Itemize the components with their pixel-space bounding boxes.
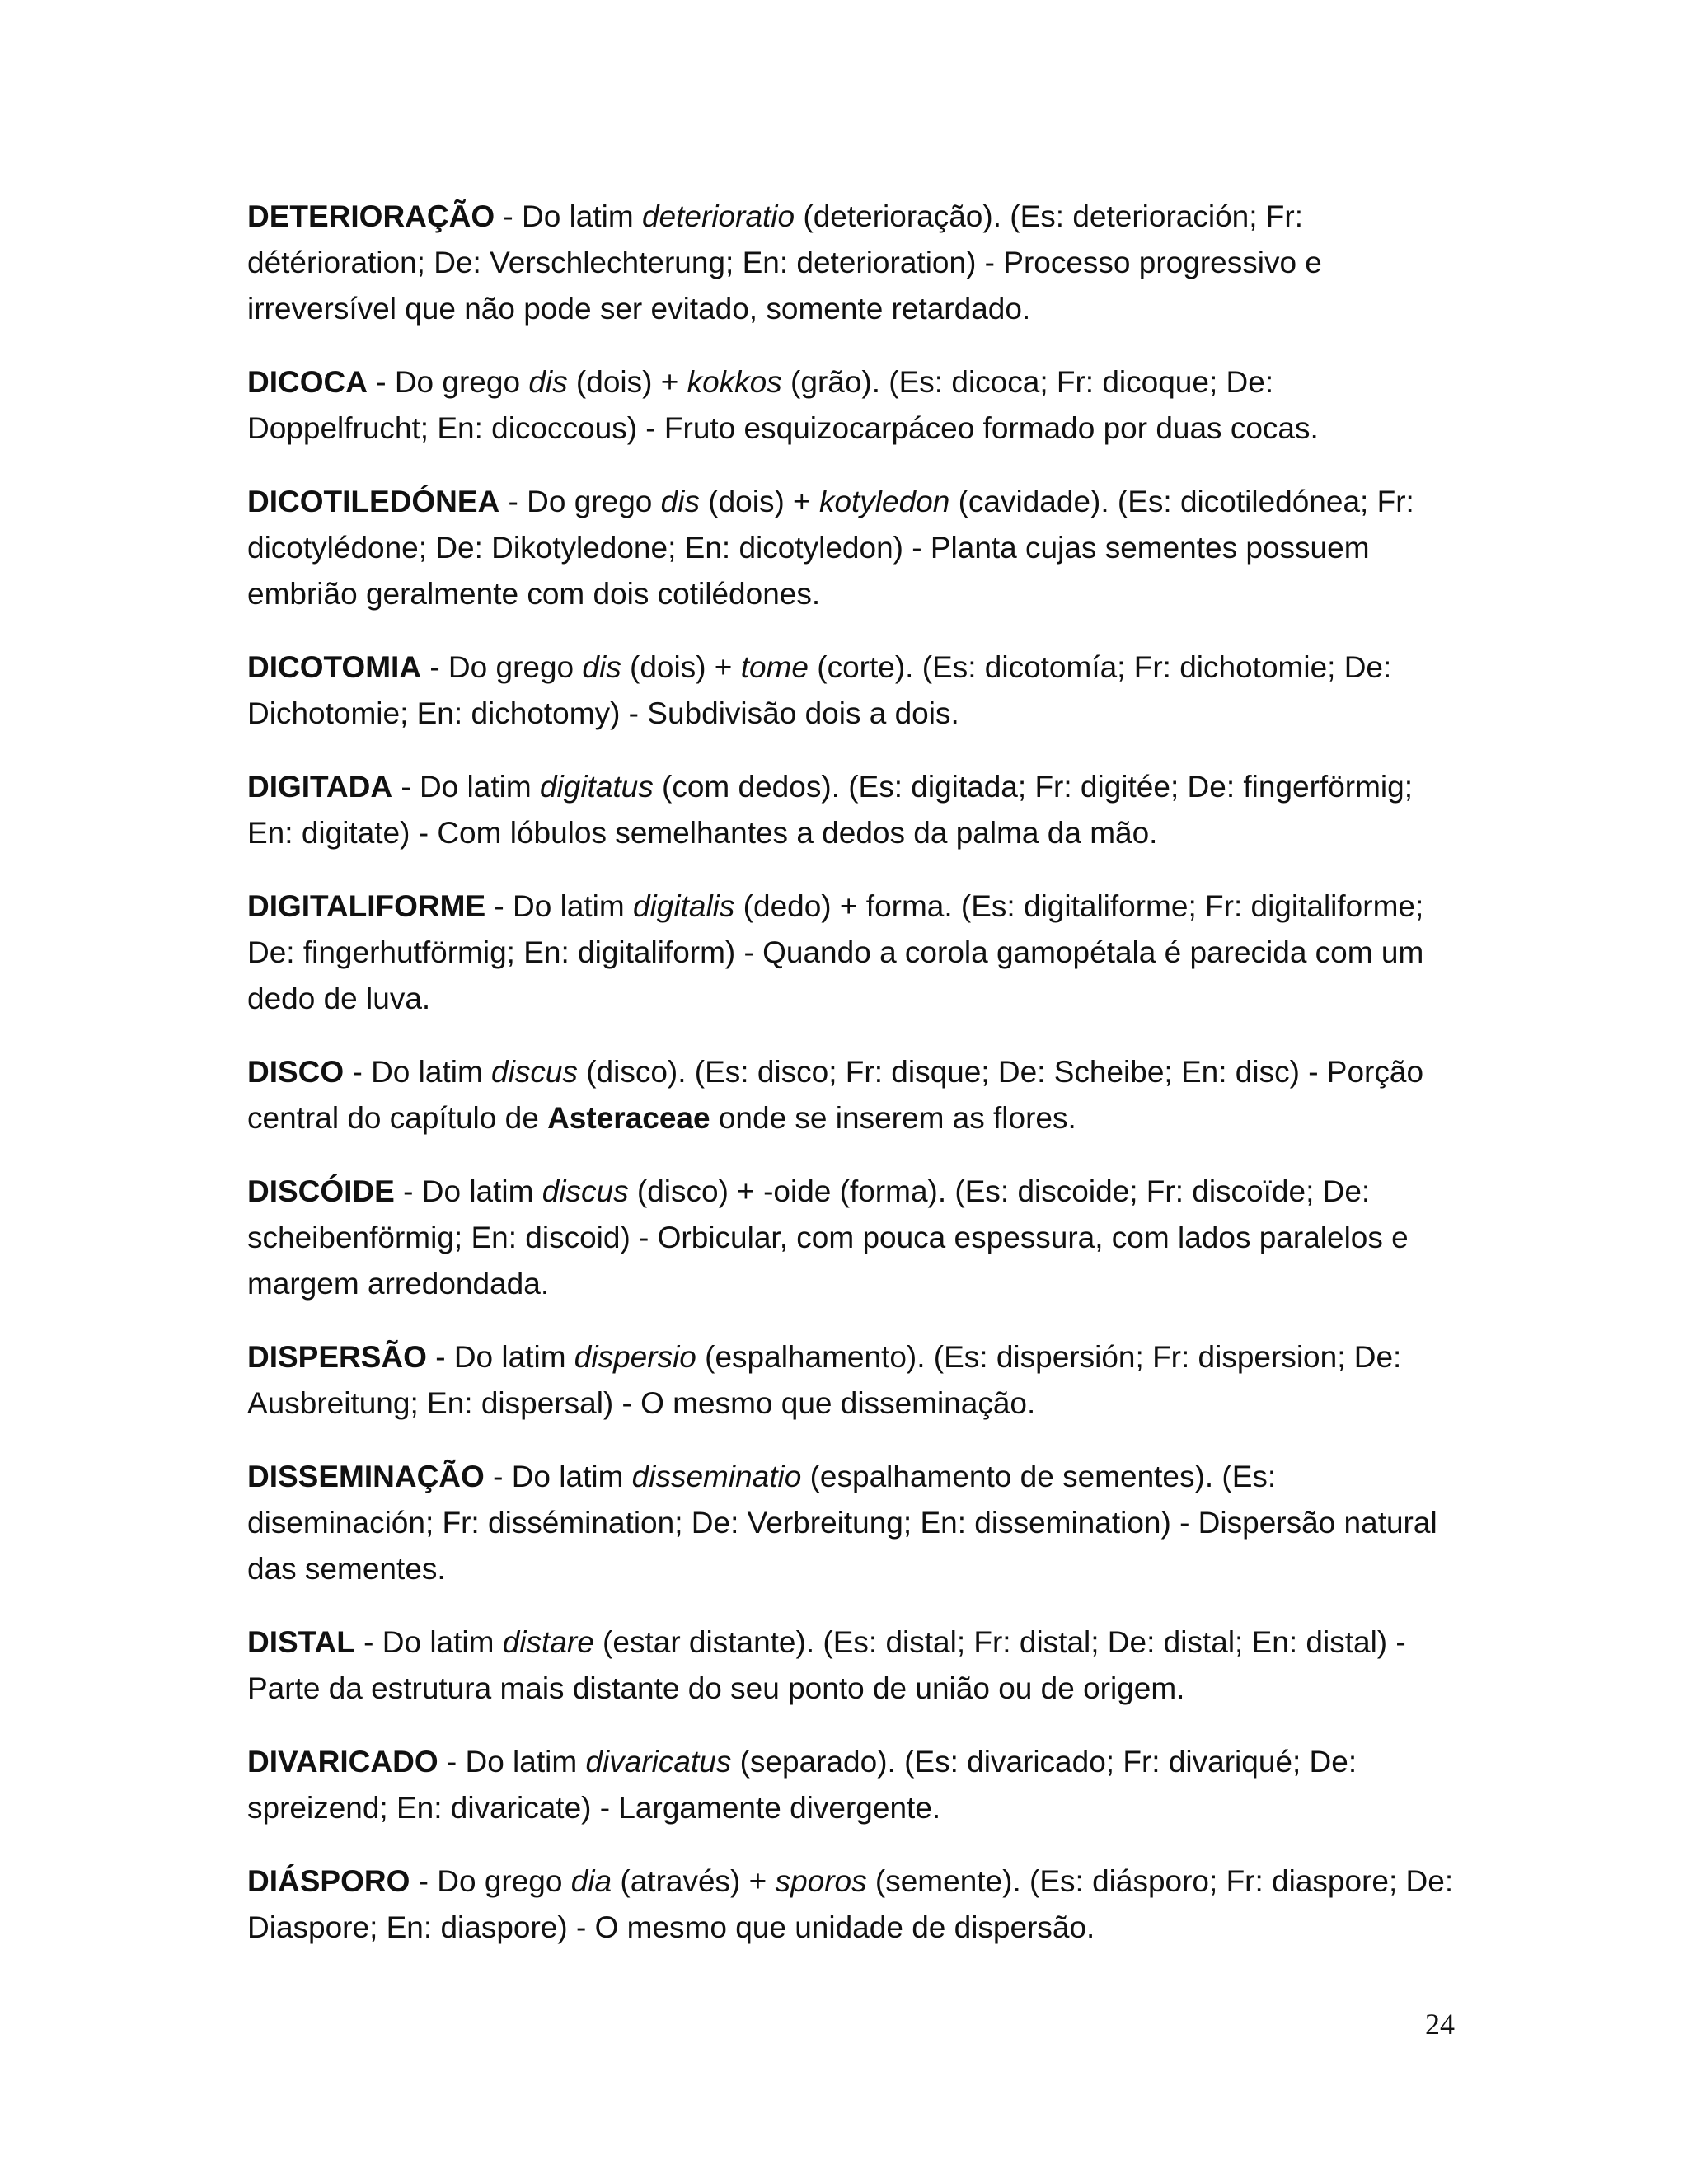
entry-etymon: tome: [740, 650, 809, 684]
entry-etymon: dis: [660, 485, 700, 518]
entry-text: (deterioração). (Es: deterioración; Fr: détérioration; De: Verschlechterung; En: deterioration) - Processo progressivo e irreversível que não pode ser evitado, somente retardado.: [247, 199, 1322, 326]
entry-etymon: dispersio: [574, 1340, 696, 1374]
entry-term: DISPERSÃO: [247, 1340, 427, 1374]
entry-text: - Do latim: [438, 1745, 586, 1779]
entry-text: (dedo) + forma. (Es: digitaliforme; Fr: digitaliforme; De: fingerhutförmig; En: digitaliform) - Quando a corola gamopétala é parecida com um dedo de luva.: [247, 889, 1424, 1015]
entry-text: (disco) + -oide (forma). (Es: discoide; Fr: discoïde; De: scheibenförmig; En: discoid) - Orbicular, com pouca espessura, com lados paralelos e margem arredondada.: [247, 1174, 1409, 1301]
glossary-entry: [247, 1169, 1455, 1307]
entry-etymon: digitatus: [539, 770, 654, 804]
entry-term: DIGITALIFORME: [247, 889, 486, 923]
entry-term: DISTAL: [247, 1625, 355, 1659]
entry-etymon: disseminatio: [631, 1460, 802, 1493]
entry-term: DISCÓIDE: [247, 1174, 395, 1208]
entry-term: DICOCA: [247, 365, 368, 399]
glossary-entries: [247, 194, 1455, 1978]
glossary-entry: [247, 1619, 1455, 1712]
glossary-entry: [247, 1739, 1455, 1831]
entry-term: DISCO: [247, 1055, 345, 1089]
entry-text: - Do latim: [485, 889, 633, 923]
entry-text: (dois) +: [621, 650, 741, 684]
entry-text: - Do grego: [410, 1864, 571, 1898]
page-number: 24: [1425, 2008, 1455, 2041]
entry-term: DETERIORAÇÃO: [247, 199, 495, 233]
entry-term: DIÁSPORO: [247, 1864, 410, 1898]
entry-text: (separado). (Es: divaricado; Fr: divariqué; De: spreizend; En: divaricate) - Largamente divergente.: [247, 1745, 1357, 1825]
glossary-entry: [247, 1334, 1455, 1427]
entry-etymon: kotyledon: [818, 485, 950, 518]
glossary-entry: [247, 479, 1455, 617]
entry-text: onde se inserem as flores.: [710, 1101, 1076, 1135]
entry-term: DISSEMINAÇÃO: [247, 1460, 485, 1493]
entry-text: (dois) +: [699, 485, 819, 518]
glossary-entry: [247, 1049, 1455, 1141]
glossary-entry: [247, 883, 1455, 1022]
entry-etymon: digitalis: [632, 889, 735, 923]
entry-taxon: Asteraceae: [547, 1101, 710, 1135]
glossary-entry: [247, 1858, 1455, 1951]
entry-etymon: discus: [542, 1174, 629, 1208]
entry-text: (espalhamento). (Es: dispersión; Fr: dispersion; De: Ausbreitung; En: dispersal) - O mesmo que disseminação.: [247, 1340, 1402, 1420]
entry-text: (corte). (Es: dicotomía; Fr: dichotomie; De: Dichotomie; En: dichotomy) - Subdivisão dois a dois.: [247, 650, 1392, 730]
entry-etymon: kokkos: [687, 365, 782, 399]
entry-text: - Do latim: [484, 1460, 632, 1493]
entry-term: DIVARICADO: [247, 1745, 438, 1779]
entry-text: (grão). (Es: dicoca; Fr: dicoque; De: Doppelfrucht; En: dicoccous) - Fruto esquizocarpáceo formado por duas cocas.: [247, 365, 1319, 445]
entry-text: (estar distante). (Es: distal; Fr: distal; De: distal; En: distal) - Parte da estrutura mais distante do seu ponto de união ou de origem.: [247, 1625, 1406, 1705]
entry-etymon: distare: [502, 1625, 594, 1659]
entry-text: (semente). (Es: diásporo; Fr: diaspore; De: Diaspore; En: diaspore) - O mesmo que unidade de dispersão.: [247, 1864, 1454, 1944]
glossary-entry: [247, 1454, 1455, 1592]
entry-text: (cavidade). (Es: dicotiledónea; Fr: dicotylédone; De: Dikotyledone; En: dicotyledon) - Planta cujas sementes possuem embrião geralmente com dois cotilédones.: [247, 485, 1414, 611]
entry-text: (com dedos). (Es: digitada; Fr: digitée; De: fingerförmig; En: digitate) - Com lóbulos semelhantes a dedos da palma da mão.: [247, 770, 1414, 850]
entry-etymon: deterioratio: [641, 199, 795, 233]
entry-text: - Do latim: [344, 1055, 492, 1089]
entry-term: DICOTOMIA: [247, 650, 422, 684]
entry-text: (espalhamento de sementes). (Es: diseminación; Fr: dissémination; De: Verbreitung; En: dissemination) - Dispersão natural das sementes.: [247, 1460, 1437, 1586]
entry-text: (dois) +: [567, 365, 687, 399]
entry-etymon: dis: [528, 365, 568, 399]
glossary-entry: [247, 764, 1455, 856]
entry-etymon: dis: [582, 650, 621, 684]
entry-text: - Do latim: [495, 199, 642, 233]
entry-text: - Do grego: [499, 485, 661, 518]
entry-term: DICOTILEDÓNEA: [247, 485, 500, 518]
entry-etymon: discus: [491, 1055, 578, 1089]
entry-text: - Do latim: [394, 1174, 542, 1208]
entry-text: (disco). (Es: disco; Fr: disque; De: Scheibe; En: disc) - Porção central do capítulo de: [247, 1055, 1424, 1135]
entry-text: - Do grego: [367, 365, 529, 399]
entry-etymon: dia: [570, 1864, 612, 1898]
entry-text: - Do latim: [426, 1340, 574, 1374]
entry-term: DIGITADA: [247, 770, 393, 804]
glossary-entry: [247, 194, 1455, 332]
entry-etymon: sporos: [775, 1864, 867, 1898]
entry-etymon: divaricatus: [585, 1745, 732, 1779]
glossary-entry: [247, 359, 1455, 452]
entry-text: (através) +: [612, 1864, 776, 1898]
entry-text: - Do grego: [421, 650, 583, 684]
glossary-entry: [247, 644, 1455, 737]
entry-text: - Do latim: [392, 770, 540, 804]
entry-text: - Do latim: [354, 1625, 503, 1659]
